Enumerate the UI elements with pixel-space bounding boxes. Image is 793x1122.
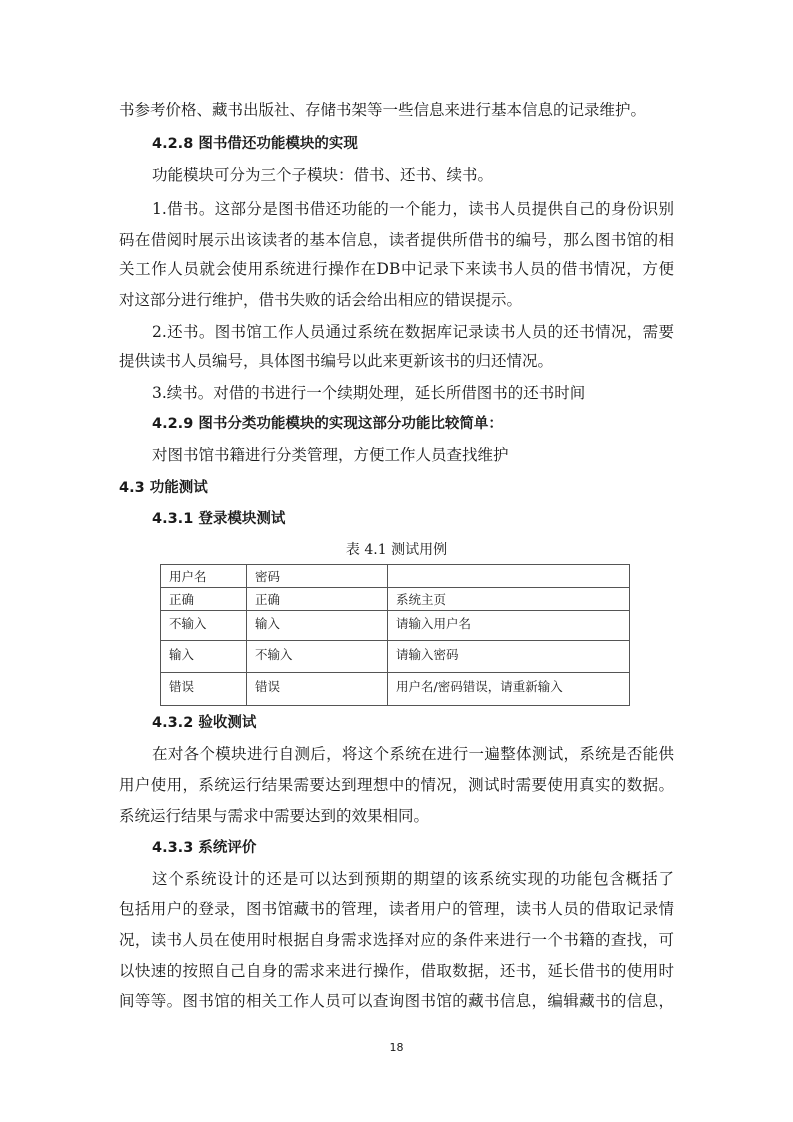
paragraph-line: 用户使用，系统运行结果需要达到理想中的情况，测试时需要使用真实的数据。 <box>119 776 674 794</box>
table-cell: 错误 <box>247 673 388 706</box>
paragraph-line: 包括用户的登录，图书馆藏书的管理，读者用户的管理，读书人员的借取记录情 <box>119 900 674 918</box>
section-heading-4-3-2: 4.3.2 验收测试 <box>152 715 257 731</box>
paragraph-line: 在对各个模块进行自测后，将这个系统在进行一遍整体测试，系统是否能供 <box>152 745 674 763</box>
section-heading-4-2-9: 4.2.9 图书分类功能模块的实现这部分功能比较简单： <box>152 416 503 432</box>
paragraph-line: 对这部分进行维护，借书失败的话会给出相应的错误提示。 <box>119 291 523 309</box>
table-cell: 输入 <box>247 611 388 641</box>
section-heading-4-3-3: 4.3.3 系统评价 <box>152 840 257 856</box>
paragraph-line: 况，读书人员在使用时根据自身需求选择对应的条件来进行一个书籍的查找，可 <box>119 931 674 949</box>
paragraph-line: 书参考价格、藏书出版社、存储书架等一些信息来进行基本信息的记录维护。 <box>119 101 647 119</box>
page-number: 18 <box>389 1041 404 1054</box>
table-cell: 用户名 <box>161 565 247 588</box>
table-cell: 不输入 <box>247 641 388 673</box>
paragraph-line: 这个系统设计的还是可以达到预期的期望的该系统实现的功能包含概括了 <box>152 870 674 888</box>
paragraph-line: 关工作人员就会使用系统进行操作在DB中记录下来读书人员的借书情况，方便 <box>119 260 674 278</box>
table-cell: 请输入密码 <box>388 641 630 673</box>
table-cell: 输入 <box>161 641 247 673</box>
section-heading-4-3: 4.3 功能测试 <box>119 480 208 496</box>
table-cell <box>388 565 630 588</box>
table-cell: 密码 <box>247 565 388 588</box>
paragraph-line: 码在借阅时展示出该读者的基本信息，读者提供所借书的编号，那么图书馆的相 <box>119 231 674 249</box>
table-cell: 请输入用户名 <box>388 611 630 641</box>
table-cell: 正确 <box>247 588 388 611</box>
paragraph-line: 系统运行结果与需求中需要达到的效果相同。 <box>119 807 430 825</box>
table-cell: 用户名/密码错误，请重新输入 <box>388 673 630 706</box>
paragraph-line: 功能模块可分为三个子模块：借书、还书、续书。 <box>152 166 494 184</box>
table-row <box>161 641 630 673</box>
table-row <box>161 673 630 706</box>
table-row <box>161 588 630 611</box>
table-row <box>161 611 630 641</box>
table-row <box>161 565 630 588</box>
table-cell: 正确 <box>161 588 247 611</box>
table-caption: 表 4.1 测试用例 <box>345 542 448 558</box>
section-heading-4-3-1: 4.3.1 登录模块测试 <box>152 511 286 527</box>
table-cell: 错误 <box>161 673 247 706</box>
paragraph-line: 1.借书。这部分是图书借还功能的一个能力，读书人员提供自己的身份识别 <box>152 200 674 218</box>
paragraph-line: 以快速的按照自己自身的需求来进行操作，借取数据，还书，延长借书的使用时 <box>119 962 674 980</box>
table-cell: 不输入 <box>161 611 247 641</box>
test-case-table <box>160 564 630 706</box>
paragraph-line: 3.续书。对借的书进行一个续期处理，延长所借图书的还书时间 <box>152 384 586 402</box>
table-cell: 系统主页 <box>388 588 630 611</box>
paragraph-line: 间等等。图书馆的相关工作人员可以查询图书馆的藏书信息，编辑藏书的信息， <box>119 992 674 1010</box>
paragraph-line: 2.还书。图书馆工作人员通过系统在数据库记录读书人员的还书情况，需要 <box>152 323 674 341</box>
paragraph-line: 对图书馆书籍进行分类管理，方便工作人员查找维护 <box>152 446 509 464</box>
section-heading-4-2-8: 4.2.8 图书借还功能模块的实现 <box>152 136 358 152</box>
paragraph-line: 提供读书人员编号，具体图书编号以此来更新该书的归还情况。 <box>119 352 554 370</box>
